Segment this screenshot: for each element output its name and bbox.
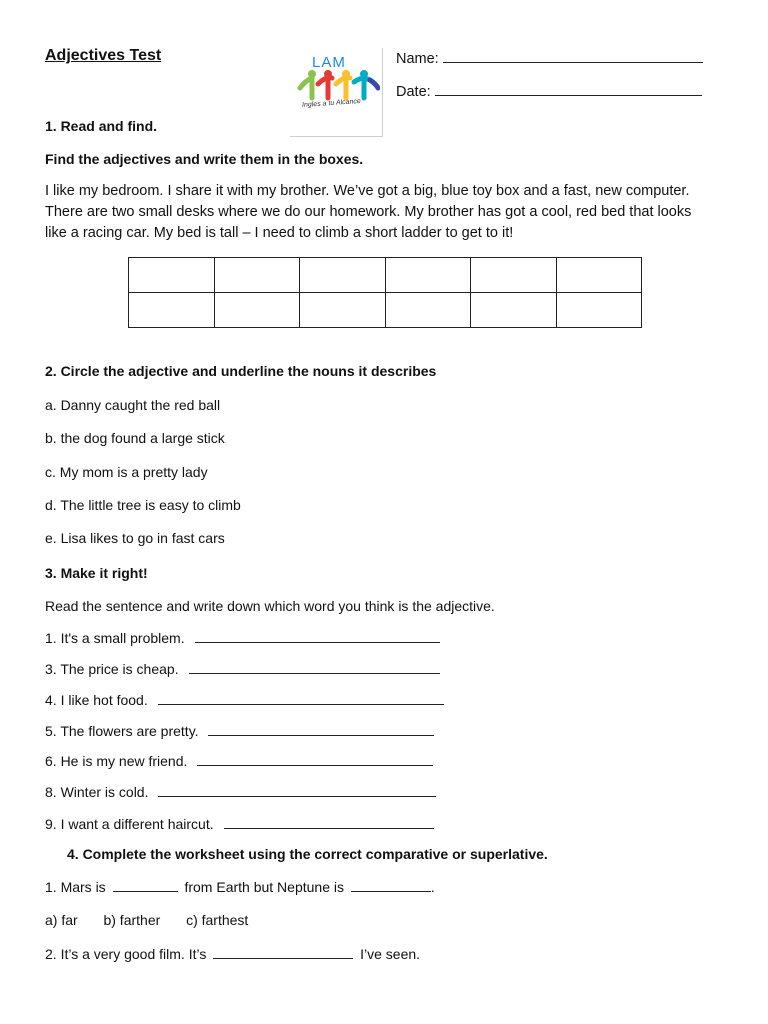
answer-box[interactable] xyxy=(385,258,471,293)
date-blank[interactable] xyxy=(435,83,702,96)
section3-item xyxy=(45,692,444,708)
option-b: b) farther xyxy=(103,912,161,928)
answer-box[interactable] xyxy=(300,258,386,293)
section2-item: c. My mom is a pretty lady xyxy=(45,464,208,480)
q1-prefix: 1. Mars is xyxy=(45,879,106,895)
section3-heading: 3. Make it right! xyxy=(45,565,148,581)
q2-prefix: 2. It’s a very good film. It’s xyxy=(45,946,207,962)
reading-passage xyxy=(45,181,735,244)
section2-item: d. The little tree is easy to climb xyxy=(45,497,241,513)
answer-box[interactable] xyxy=(385,293,471,328)
answer-blank[interactable] xyxy=(158,784,436,797)
section3-sentence: 5. The flowers are pretty. xyxy=(45,723,199,739)
option-a: a) far xyxy=(45,912,78,928)
page-title: Adjectives Test xyxy=(45,47,162,64)
section4-question-2 xyxy=(45,946,420,962)
section3-item xyxy=(45,630,440,646)
answer-box[interactable] xyxy=(556,293,642,328)
section3-instruction: Read the sentence and write down which word you think is the adjective. xyxy=(45,598,495,614)
section3-sentence: 8. Winter is cold. xyxy=(45,784,149,800)
answer-blank[interactable] xyxy=(158,692,444,705)
q2-end: I’ve seen. xyxy=(360,946,421,962)
adjective-answer-grid xyxy=(128,257,642,328)
section3-item xyxy=(45,753,433,769)
name-blank[interactable] xyxy=(443,50,703,63)
logo-frame xyxy=(290,48,383,137)
answer-blank[interactable] xyxy=(189,661,440,674)
section3-sentence: 1. It's a small problem. xyxy=(45,630,185,646)
section2-heading: 2. Circle the adjective and underline the nouns it describes xyxy=(45,363,437,379)
answer-box[interactable] xyxy=(471,293,557,328)
section3-sentence: 3. The price is cheap. xyxy=(45,661,179,677)
answer-box[interactable] xyxy=(471,258,557,293)
logo-tagline: Ingles a tu Alcance xyxy=(301,97,362,110)
q1-blank-1[interactable] xyxy=(113,879,178,892)
passage-line: I like my bedroom. I share it with my brother. We’ve got a big, blue toy box and a fast, new computer. xyxy=(45,183,690,199)
logo-text: LAM xyxy=(312,54,346,71)
q1-end: . xyxy=(430,879,435,895)
section3-sentence: 4. I like hot food. xyxy=(45,692,148,708)
name-field[interactable] xyxy=(396,50,703,67)
section3-sentence: 6. He is my new friend. xyxy=(45,753,188,769)
answer-blank[interactable] xyxy=(197,753,433,766)
q1-blank-2[interactable] xyxy=(351,879,431,892)
answer-box[interactable] xyxy=(129,293,215,328)
section3-item xyxy=(45,784,436,800)
section3-item xyxy=(45,661,440,677)
date-field[interactable] xyxy=(396,83,702,100)
section4-heading: 4. Complete the worksheet using the correct comparative or superlative. xyxy=(67,846,548,862)
answer-box[interactable] xyxy=(556,258,642,293)
section2-item: e. Lisa likes to go in fast cars xyxy=(45,530,225,546)
section2-item: b. the dog found a large stick xyxy=(45,430,225,446)
option-c: c) farthest xyxy=(186,912,249,928)
name-label: Name: xyxy=(396,51,439,67)
q1-middle: from Earth but Neptune is xyxy=(184,879,344,895)
answer-box[interactable] xyxy=(214,258,300,293)
q2-blank[interactable] xyxy=(213,946,353,959)
answer-box[interactable] xyxy=(129,258,215,293)
section4-options xyxy=(45,912,248,928)
answer-box[interactable] xyxy=(214,293,300,328)
answer-blank[interactable] xyxy=(195,630,440,643)
section1-instruction: Find the adjectives and write them in the boxes. xyxy=(45,151,364,167)
section2-item: a. Danny caught the red ball xyxy=(45,397,221,413)
passage-line: like a racing car. My bed is tall – I need to climb a short ladder to get to it! xyxy=(45,225,514,241)
answer-box[interactable] xyxy=(300,293,386,328)
date-label: Date: xyxy=(396,84,431,100)
passage-line: There are two small desks where we do our homework. My brother has got a cool, red bed that looks xyxy=(45,204,692,220)
answer-blank[interactable] xyxy=(224,816,434,829)
section3-item xyxy=(45,723,434,739)
section3-item xyxy=(45,816,434,832)
answer-blank[interactable] xyxy=(208,723,434,736)
section4-question-1 xyxy=(45,879,435,895)
section1-heading: 1. Read and find. xyxy=(45,118,158,134)
section3-sentence: 9. I want a different haircut. xyxy=(45,816,214,832)
